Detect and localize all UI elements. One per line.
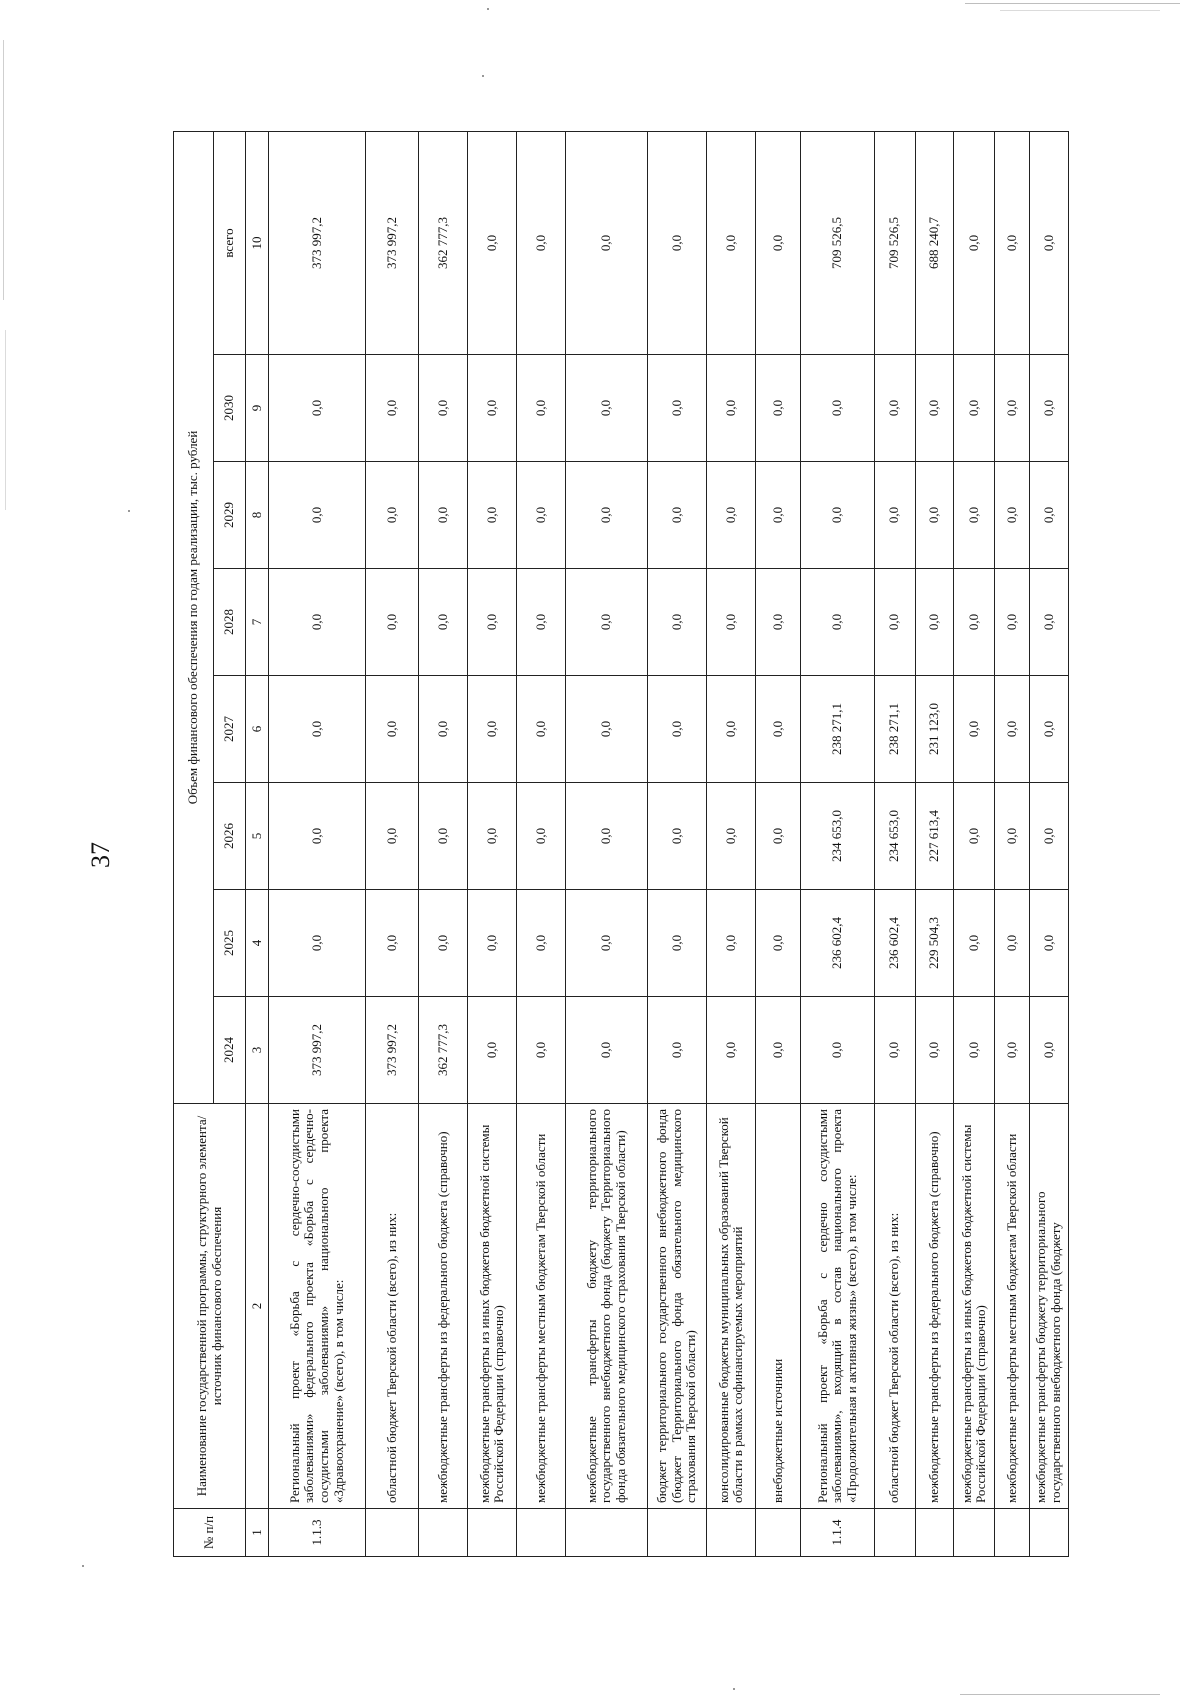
row-year-value: 373 997,2	[269, 997, 366, 1104]
header-year: 2028	[214, 569, 246, 676]
row-year-value: 0,0	[566, 569, 648, 676]
row-year-value: 0,0	[468, 676, 517, 783]
column-number: 4	[246, 890, 269, 997]
row-year-value: 0,0	[648, 997, 707, 1104]
row-year-value: 0,0	[995, 783, 1030, 890]
row-year-value: 0,0	[1030, 569, 1069, 676]
row-year-value: 0,0	[874, 462, 915, 569]
row-year-value: 0,0	[468, 355, 517, 462]
row-year-value: 0,0	[468, 997, 517, 1104]
row-year-value: 0,0	[269, 676, 366, 783]
row-year-value: 0,0	[756, 890, 801, 997]
row-number	[874, 1509, 915, 1557]
row-name: межбюджетные трансферты бюджету территориального государственного внебюджетного фонда (бюджету	[1030, 1104, 1069, 1509]
row-year-value: 0,0	[1030, 462, 1069, 569]
row-year-value: 0,0	[566, 355, 648, 462]
row-year-value: 0,0	[366, 890, 419, 997]
row-year-value: 0,0	[419, 676, 468, 783]
row-year-value: 238 271,1	[874, 676, 915, 783]
row-year-value: 0,0	[648, 355, 707, 462]
row-year-value: 0,0	[801, 569, 875, 676]
row-year-value: 0,0	[995, 997, 1030, 1104]
table-row	[419, 131, 468, 1556]
row-year-value: 234 653,0	[801, 783, 875, 890]
row-name: консолидированные бюджеты муниципальных образований Тверской области в рамках софинансируемых мероприятий	[707, 1104, 756, 1509]
scan-artifact-line	[1000, 10, 1160, 11]
scan-artifact-line	[965, 3, 1180, 4]
row-name: межбюджетные трансферты из федерального бюджета (справочно)	[915, 1104, 954, 1509]
row-number	[915, 1509, 954, 1557]
row-year-value: 0,0	[954, 355, 995, 462]
row-year-value: 238 271,1	[801, 676, 875, 783]
row-year-value: 0,0	[468, 890, 517, 997]
row-total-value: 0,0	[756, 131, 801, 354]
table-row	[648, 131, 707, 1556]
scan-artifact-dot	[733, 1688, 735, 1690]
row-name: межбюджетные трансферты из иных бюджетов бюджетной системы Российской Федерации (справочно)	[954, 1104, 995, 1509]
row-year-value: 0,0	[366, 783, 419, 890]
header-year: 2025	[214, 890, 246, 997]
row-year-value: 0,0	[566, 783, 648, 890]
row-year-value: 0,0	[517, 676, 566, 783]
row-year-value: 0,0	[468, 783, 517, 890]
table-row	[468, 131, 517, 1556]
table-row	[954, 131, 995, 1556]
scan-artifact-dot	[82, 1565, 84, 1567]
row-year-value: 0,0	[1030, 997, 1069, 1104]
table-row	[756, 131, 801, 1556]
header-volume-caption: Объем финансового обеспечения по годам реализации, тыс. рублей	[174, 131, 214, 1103]
row-year-value: 0,0	[915, 997, 954, 1104]
financing-table	[173, 131, 1069, 1557]
row-year-value: 0,0	[756, 462, 801, 569]
column-number: 5	[246, 783, 269, 890]
row-number	[419, 1509, 468, 1557]
row-number: 1.1.3	[269, 1509, 366, 1557]
page-number-text: 37	[86, 842, 115, 868]
row-total-value: 0,0	[1030, 131, 1069, 354]
row-number	[954, 1509, 995, 1557]
row-year-value: 0,0	[566, 462, 648, 569]
row-name: Региональный проект «Борьба с сердечно сосудистыми заболеваниями», входящий в состав национального проекта «Продолжительная и активная жизнь» (всего), в том числе:	[801, 1104, 875, 1509]
row-year-value: 0,0	[756, 783, 801, 890]
column-number: 1	[246, 1509, 269, 1557]
row-year-value: 0,0	[995, 676, 1030, 783]
table-body	[269, 131, 1069, 1556]
row-year-value: 0,0	[995, 890, 1030, 997]
column-number: 7	[246, 569, 269, 676]
table-row	[915, 131, 954, 1556]
row-year-value: 0,0	[707, 676, 756, 783]
row-year-value: 0,0	[648, 783, 707, 890]
row-number	[995, 1509, 1030, 1557]
row-year-value: 234 653,0	[874, 783, 915, 890]
row-year-value: 0,0	[648, 676, 707, 783]
rotated-table-container	[173, 132, 1069, 1557]
scan-artifact-line	[960, 1694, 1160, 1695]
row-year-value: 0,0	[995, 462, 1030, 569]
row-total-value: 709 526,5	[874, 131, 915, 354]
row-year-value: 236 602,4	[874, 890, 915, 997]
row-year-value: 0,0	[915, 355, 954, 462]
row-year-value: 373 997,2	[366, 997, 419, 1104]
row-year-value: 0,0	[366, 462, 419, 569]
row-year-value: 0,0	[954, 890, 995, 997]
row-year-value: 0,0	[366, 355, 419, 462]
row-year-value: 0,0	[756, 676, 801, 783]
row-total-value: 709 526,5	[801, 131, 875, 354]
table-row	[1030, 131, 1069, 1556]
row-year-value: 0,0	[648, 462, 707, 569]
row-year-value: 227 613,4	[915, 783, 954, 890]
row-total-value: 373 997,2	[366, 131, 419, 354]
row-number: 1.1.4	[801, 1509, 875, 1557]
row-year-value: 229 504,3	[915, 890, 954, 997]
table-row	[995, 131, 1030, 1556]
row-year-value: 0,0	[269, 569, 366, 676]
row-year-value: 0,0	[756, 569, 801, 676]
header-total: всего	[214, 131, 246, 354]
row-total-value: 0,0	[954, 131, 995, 354]
row-name: областной бюджет Тверской области (всего), из них:	[366, 1104, 419, 1509]
row-year-value: 0,0	[707, 997, 756, 1104]
row-number	[756, 1509, 801, 1557]
header-year: 2027	[214, 676, 246, 783]
row-year-value: 0,0	[801, 462, 875, 569]
row-year-value: 0,0	[954, 569, 995, 676]
row-year-value: 0,0	[1030, 355, 1069, 462]
row-number	[1030, 1509, 1069, 1557]
row-year-value: 0,0	[707, 355, 756, 462]
row-year-value: 0,0	[366, 676, 419, 783]
row-total-value: 0,0	[648, 131, 707, 354]
row-name: Региональный проект «Борьба с сердечно-сосудистыми заболеваниями» федерального проекта «Борьба с сердечно-сосудистыми заболеваниями» национального проекта «Здравоохранение» (всего), в том числе:	[269, 1104, 366, 1509]
row-year-value: 0,0	[517, 462, 566, 569]
row-year-value: 0,0	[468, 462, 517, 569]
row-number	[366, 1509, 419, 1557]
row-year-value: 0,0	[566, 890, 648, 997]
row-year-value: 0,0	[648, 890, 707, 997]
row-number	[648, 1509, 707, 1557]
row-total-value: 0,0	[995, 131, 1030, 354]
row-year-value: 0,0	[419, 355, 468, 462]
column-number: 6	[246, 676, 269, 783]
table-row	[269, 131, 366, 1556]
row-year-value: 0,0	[1030, 783, 1069, 890]
row-total-value: 373 997,2	[269, 131, 366, 354]
row-year-value: 0,0	[915, 569, 954, 676]
row-year-value: 0,0	[954, 462, 995, 569]
row-year-value: 0,0	[648, 569, 707, 676]
header-year: 2030	[214, 355, 246, 462]
row-name: межбюджетные трансферты из федерального бюджета (справочно)	[419, 1104, 468, 1509]
scan-artifact-dot	[128, 510, 130, 512]
row-name: внебюджетные источники	[756, 1104, 801, 1509]
row-total-value: 0,0	[707, 131, 756, 354]
row-year-value: 0,0	[801, 355, 875, 462]
row-year-value: 0,0	[269, 462, 366, 569]
header-name: Наименование государственной программы, структурного элемента/источник финансового обеспечения	[174, 1104, 246, 1509]
row-number	[707, 1509, 756, 1557]
row-name: межбюджетные трансферты из иных бюджетов бюджетной системы Российской Федерации (справочно)	[468, 1104, 517, 1509]
row-year-value: 0,0	[419, 783, 468, 890]
row-year-value: 0,0	[707, 462, 756, 569]
table-row	[707, 131, 756, 1556]
row-name: областной бюджет Тверской области (всего), из них:	[874, 1104, 915, 1509]
scan-artifact-dot	[482, 75, 484, 77]
row-name: межбюджетные трансферты бюджету территориального государственного внебюджетного фонда (бюджету Территориального фонда обязательного медицинского страхования Тверской области)	[566, 1104, 648, 1509]
row-year-value: 0,0	[517, 783, 566, 890]
scan-artifact-dot	[487, 8, 489, 10]
row-year-value: 0,0	[874, 355, 915, 462]
row-name: межбюджетные трансферты местным бюджетам Тверской области	[995, 1104, 1030, 1509]
row-year-value: 0,0	[756, 355, 801, 462]
column-number: 8	[246, 462, 269, 569]
table-row	[874, 131, 915, 1556]
row-year-value: 236 602,4	[801, 890, 875, 997]
row-year-value: 0,0	[517, 569, 566, 676]
row-year-value: 0,0	[269, 355, 366, 462]
row-year-value: 0,0	[517, 997, 566, 1104]
column-number: 2	[246, 1104, 269, 1509]
row-year-value: 0,0	[756, 997, 801, 1104]
table-row	[801, 131, 875, 1556]
row-year-value: 0,0	[995, 569, 1030, 676]
header-year: 2024	[214, 997, 246, 1104]
row-year-value: 0,0	[269, 890, 366, 997]
row-name: межбюджетные трансферты местным бюджетам Тверской области	[517, 1104, 566, 1509]
row-year-value: 362 777,3	[419, 997, 468, 1104]
row-year-value: 0,0	[995, 355, 1030, 462]
row-year-value: 0,0	[874, 997, 915, 1104]
row-total-value: 0,0	[566, 131, 648, 354]
row-year-value: 0,0	[366, 569, 419, 676]
row-year-value: 0,0	[566, 997, 648, 1104]
row-year-value: 0,0	[1030, 890, 1069, 997]
row-year-value: 0,0	[419, 890, 468, 997]
row-year-value: 0,0	[874, 569, 915, 676]
header-num: № п/п	[174, 1509, 246, 1557]
table-row	[566, 131, 648, 1556]
row-year-value: 0,0	[517, 355, 566, 462]
row-number	[468, 1509, 517, 1557]
row-year-value: 0,0	[954, 997, 995, 1104]
row-year-value: 0,0	[954, 676, 995, 783]
row-year-value: 0,0	[517, 890, 566, 997]
row-total-value: 0,0	[468, 131, 517, 354]
row-total-value: 362 777,3	[419, 131, 468, 354]
scan-artifact-line	[5, 330, 6, 510]
row-year-value: 0,0	[419, 462, 468, 569]
row-year-value: 0,0	[801, 997, 875, 1104]
row-year-value: 231 123,0	[915, 676, 954, 783]
header-year: 2029	[214, 462, 246, 569]
row-year-value: 0,0	[269, 783, 366, 890]
row-number	[517, 1509, 566, 1557]
table-row	[517, 131, 566, 1556]
row-year-value: 0,0	[419, 569, 468, 676]
page-number	[86, 825, 116, 885]
scan-artifact-line	[3, 40, 4, 300]
column-number: 10	[246, 131, 269, 354]
row-year-value: 0,0	[954, 783, 995, 890]
row-number	[566, 1509, 648, 1557]
row-name: бюджет территориального государственного внебюджетного фонда (бюджет Территориального фонда обязательного медицинского страхования Тверской области)	[648, 1104, 707, 1509]
row-year-value: 0,0	[707, 569, 756, 676]
row-year-value: 0,0	[707, 890, 756, 997]
row-total-value: 688 240,7	[915, 131, 954, 354]
row-year-value: 0,0	[915, 462, 954, 569]
column-number: 3	[246, 997, 269, 1104]
row-year-value: 0,0	[707, 783, 756, 890]
row-year-value: 0,0	[1030, 676, 1069, 783]
row-year-value: 0,0	[566, 676, 648, 783]
table-row	[366, 131, 419, 1556]
column-number: 9	[246, 355, 269, 462]
row-year-value: 0,0	[468, 569, 517, 676]
header-year: 2026	[214, 783, 246, 890]
row-total-value: 0,0	[517, 131, 566, 354]
